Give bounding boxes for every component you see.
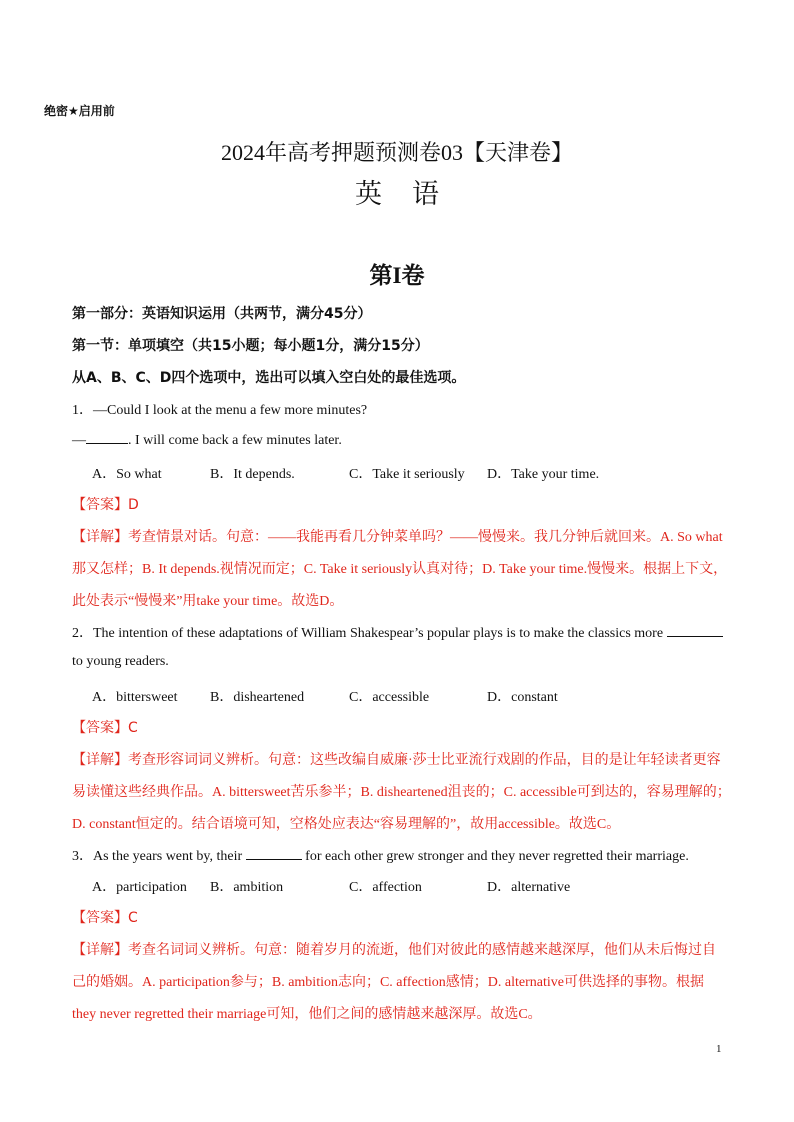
q3-option-c: C．affection	[349, 880, 422, 895]
q1-answer: 【答案】D	[72, 497, 139, 513]
volume-title: 第I卷	[369, 263, 425, 288]
q3-option-b: B．ambition	[210, 880, 284, 895]
secret-label: 绝密★启用前	[44, 104, 115, 118]
q3-option-a: A．participation	[92, 880, 187, 895]
q3-option-d: D．alternative	[487, 880, 571, 895]
q1-explanation-line2: 那又怎样；B. It depends.视情况而定；C. Take it seriously认真对待；D. Take your time.慢慢来。根据上下文，	[72, 562, 728, 577]
q2-stem-line2: to young readers.	[72, 654, 169, 669]
direction-text: 从A、B、C、D四个选项中，选出可以填入空白处的最佳选项。	[72, 370, 466, 386]
page-number: 1	[716, 1043, 722, 1055]
q1-explanation-line3: 此处表示“慢慢来”用take your time。故选D。	[72, 594, 344, 609]
answer-blank	[86, 431, 128, 444]
q3-explanation-line1: 【详解】考查名词词义辨析。句意：随着岁月的流逝，他们对彼此的感情越来越深厚，他们从未后悔过自	[72, 943, 716, 958]
answer-blank	[246, 847, 302, 860]
q2-explanation-line2: 易读懂这些经典作品。A. bittersweet苦乐参半；B. disheartened沮丧的；C. accessible可到达的，容易理解的；	[72, 785, 731, 800]
exam-title: 2024年高考押题预测卷03【天津卷】	[220, 140, 573, 165]
q1-option-a: A．So what	[92, 467, 162, 482]
q2-option-b: B．disheartened	[210, 690, 305, 705]
part-heading: 第一部分：英语知识运用（共两节，满分45分）	[72, 306, 372, 322]
q1-stem-line2: — . I will come back a few minutes later.	[72, 433, 342, 448]
q3-stem: 3．As the years went by, their for each other grew stronger and they never regretted their marriage.	[72, 849, 689, 864]
q3-answer: 【答案】C	[72, 910, 138, 926]
q3-explanation-line3: they never regretted their marriage可知，他们之间的感情越来越深厚。故选C。	[72, 1007, 542, 1022]
q1-stem-line1: 1．—Could I look at the menu a few more minutes?	[72, 403, 368, 418]
answer-blank	[667, 624, 723, 637]
q1-option-d: D．Take your time.	[487, 467, 600, 482]
q2-option-d: D．constant	[487, 690, 558, 705]
q1-option-b: B．It depends.	[210, 467, 295, 482]
q2-answer: 【答案】C	[72, 720, 138, 736]
q2-explanation-line1: 【详解】考查形容词词义辨析。句意：这些改编自威廉·莎士比亚流行戏剧的作品，目的是让年轻读者更容	[72, 753, 721, 768]
q2-stem-line1: 2．The intention of these adaptations of William Shakespear’s popular plays is to make the classics more	[72, 622, 723, 642]
section-heading: 第一节：单项填空（共15小题；每小题1分，满分15分）	[72, 338, 429, 354]
q1-option-c: C．Take it seriously	[349, 467, 465, 482]
q2-option-a: A．bittersweet	[92, 690, 178, 705]
q2-option-c: C．accessible	[349, 690, 430, 705]
q1-explanation-line1: 【详解】考查情景对话。句意：——我能再看几分钟菜单吗？——慢慢来。我几分钟后就回来。A. So what	[72, 530, 723, 545]
subject-title: 英语	[355, 179, 469, 209]
q2-explanation-line3: D. constant恒定的。结合语境可知，空格处应表达“容易理解的”，故用accessible。故选C。	[72, 817, 621, 832]
q3-explanation-line2: 己的婚姻。A. participation参与；B. ambition志向；C. affection感情；D. alternative可供选择的事物。根据	[72, 975, 704, 990]
